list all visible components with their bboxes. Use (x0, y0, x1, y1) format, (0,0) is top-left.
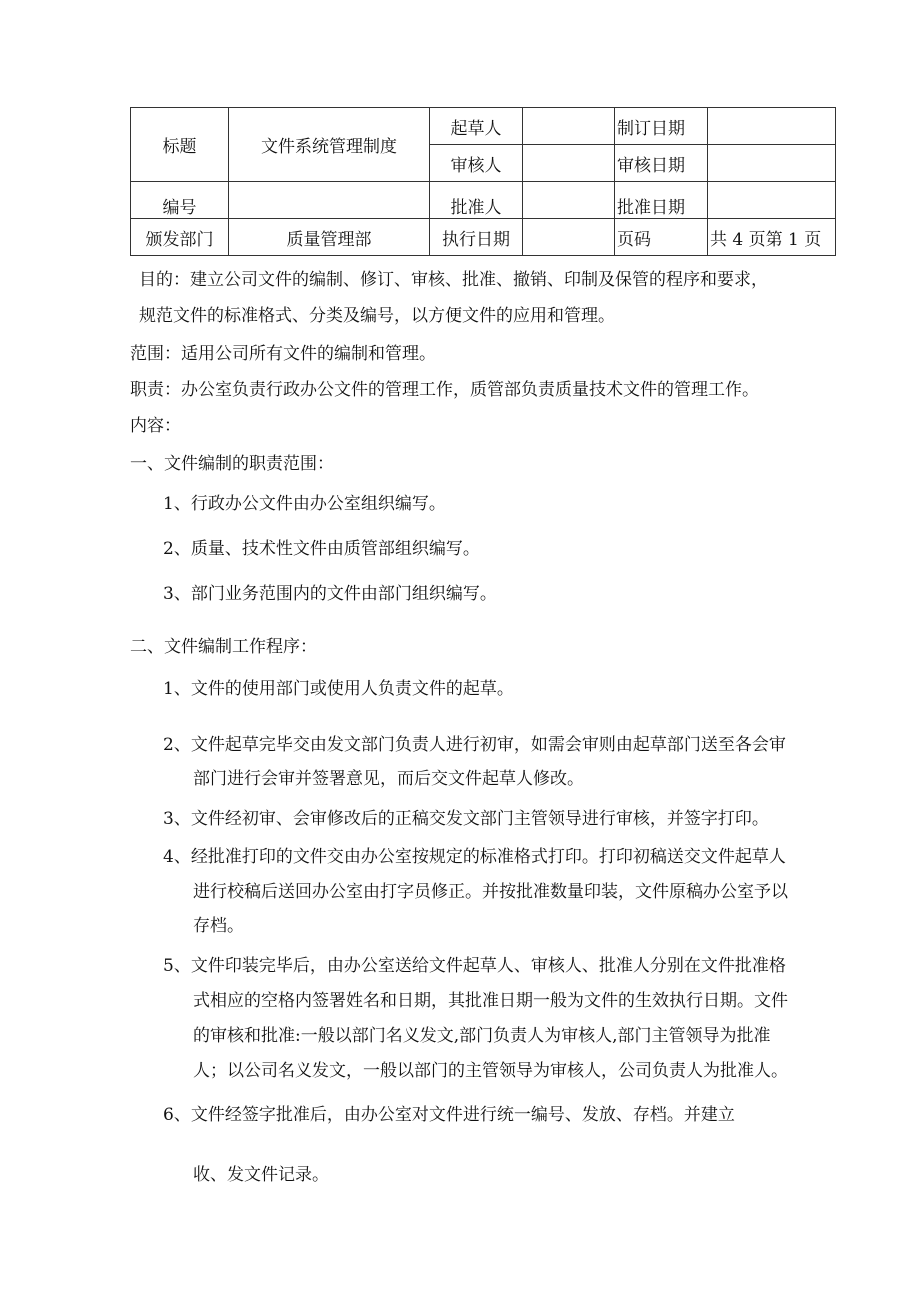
title-label: 标题 (131, 108, 229, 182)
section-1-item: 3、部门业务范围内的文件由部门组织编写。 (163, 584, 497, 604)
purpose-line-1: 目的：建立公司文件的编制、修订、审核、批准、撤销、印制及保管的程序和要求， (139, 270, 768, 290)
number-label: 编号 (131, 182, 229, 219)
draft-date-value (708, 108, 836, 145)
section-2-item-4-line-1: 4、经批准打印的文件交由办公室按规定的标准格式打印。打印初稿送交文件起草人 (163, 847, 786, 867)
section-2-title: 二、文件编制工作程序： (130, 637, 317, 657)
approve-date-value (708, 182, 836, 219)
section-2-item-4-line-3: 存档。 (193, 916, 244, 936)
exec-date-label: 执行日期 (430, 219, 523, 256)
document-header-table (130, 107, 836, 256)
content-heading: 内容： (130, 416, 181, 436)
dept-label: 颁发部门 (131, 219, 229, 256)
purpose-line-2: 规范文件的标准格式、分类及编号，以方便文件的应用和管理。 (139, 306, 615, 326)
section-2-item-2-line-1: 2、文件起草完毕交由发文部门负责人进行初审，如需会审则由起草部门送至各会审 (163, 735, 786, 755)
review-date-value (708, 145, 836, 182)
exec-date-value (523, 219, 615, 256)
page-value: 共 4 页第 1 页 (708, 219, 836, 256)
drafter-label: 起草人 (430, 108, 523, 145)
section-2-item-1: 1、文件的使用部门或使用人负责文件的起草。 (163, 679, 514, 699)
section-1-item: 1、行政办公文件由办公室组织编写。 (163, 494, 446, 514)
header-row-3 (131, 182, 836, 219)
scope-text: 范围：适用公司所有文件的编制和管理。 (130, 344, 436, 364)
approver-label: 批准人 (430, 182, 523, 219)
section-2-item-6-line-2: 收、发文件记录。 (193, 1165, 329, 1185)
duty-text: 职责：办公室负责行政办公文件的管理工作，质管部负责质量技术文件的管理工作。 (130, 380, 759, 400)
draft-date-label: 制订日期 (615, 108, 708, 145)
page-label: 页码 (615, 219, 708, 256)
title-value: 文件系统管理制度 (229, 108, 430, 182)
approve-date-label: 批准日期 (615, 182, 708, 219)
header-row-4 (131, 219, 836, 256)
section-2-item-2-line-2: 部门进行会审并签署意见，而后交文件起草人修改。 (193, 769, 584, 789)
review-date-label: 审核日期 (615, 145, 708, 182)
section-1-item: 2、质量、技术性文件由质管部组织编写。 (163, 539, 480, 559)
section-2-item-6-line-1: 6、文件经签字批准后，由办公室对文件进行统一编号、发放、存档。并建立 (163, 1105, 735, 1125)
reviewer-label: 审核人 (430, 145, 523, 182)
section-2-item-5-line-3: 的审核和批准:一般以部门名义发文,部门负责人为审核人,部门主管领导为批准 (193, 1026, 771, 1046)
section-2-item-5-line-4: 人；以公司名义发文，一般以部门的主管领导为审核人，公司负责人为批准人。 (193, 1061, 788, 1081)
dept-value: 质量管理部 (229, 219, 430, 256)
section-2-item-3: 3、文件经初审、会审修改后的正稿交发文部门主管领导进行审核，并签字打印。 (163, 809, 769, 829)
section-2-item-5-line-2: 式相应的空格内签署姓名和日期，其批准日期一般为文件的生效执行日期。文件 (193, 991, 788, 1011)
drafter-value (523, 108, 615, 145)
section-2-item-4-line-2: 进行校稿后送回办公室由打字员修正。并按批准数量印装，文件原稿办公室予以 (193, 882, 788, 902)
reviewer-value (523, 145, 615, 182)
section-2-item-5-line-1: 5、文件印装完毕后，由办公室送给文件起草人、审核人、批准人分别在文件批准格 (163, 956, 786, 976)
number-value (229, 182, 430, 219)
section-1-title: 一、文件编制的职责范围： (130, 454, 334, 474)
approver-value (523, 182, 615, 219)
header-row-1 (131, 108, 836, 145)
